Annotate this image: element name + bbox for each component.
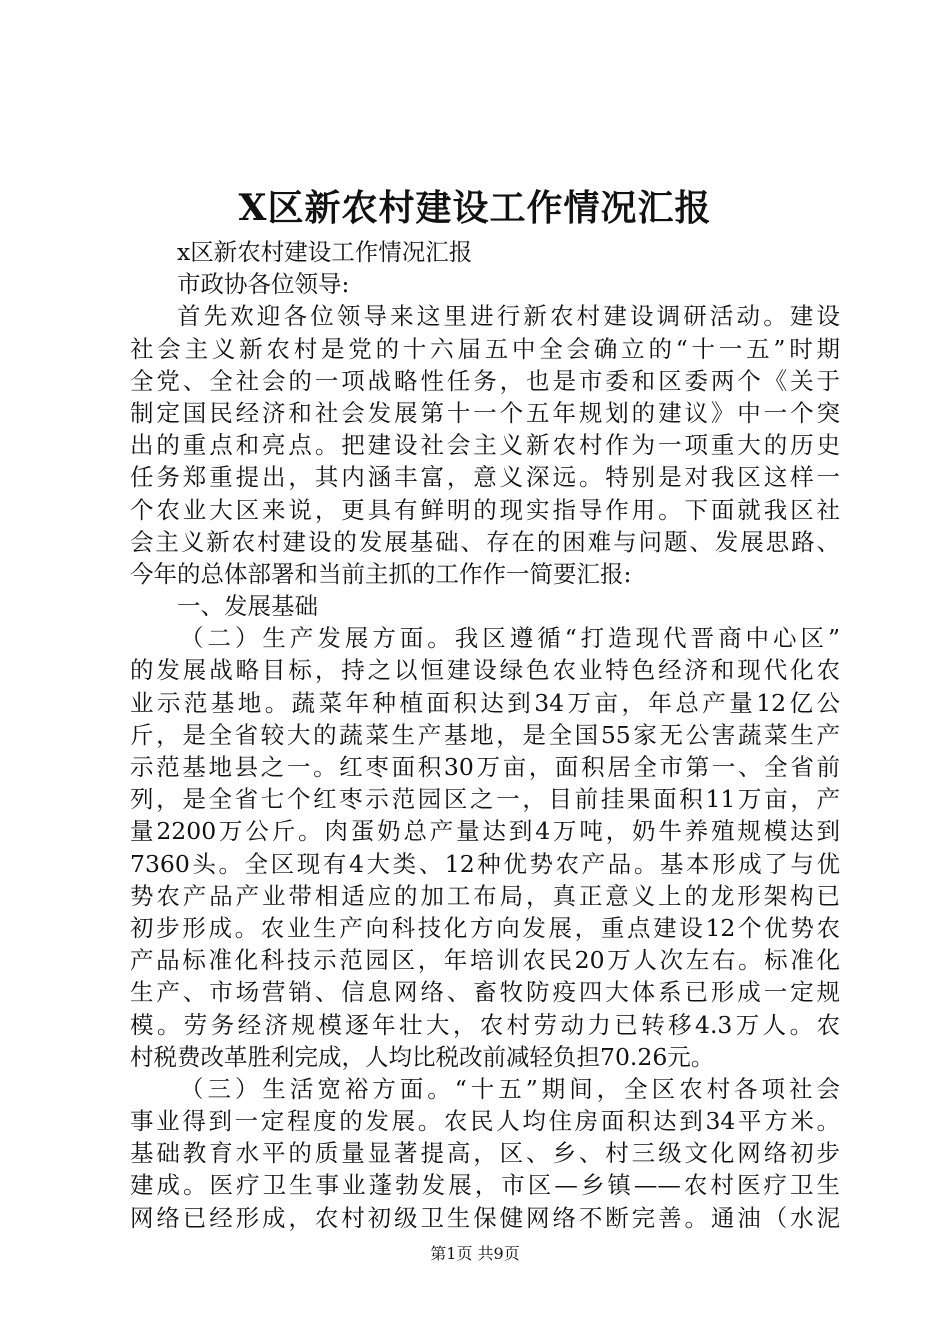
paragraph-line: 网络已经形成，农村初级卫生保健网络不断完善。通油（水泥 — [130, 1203, 840, 1232]
paragraph-line: 个农业大区来说，更具有鲜明的现实指导作用。下面就我区社 — [130, 495, 840, 524]
paragraph-line: 出的重点和亮点。把建设社会主义新农村作为一项重大的历史 — [130, 431, 840, 460]
paragraph-line: 一、发展基础 — [177, 592, 318, 621]
paragraph-line: 的发展战略目标，持之以恒建设绿色农业特色经济和现代化农 — [130, 656, 840, 685]
paragraph-line: （二）生产发展方面。我区遵循“打造现代晋商中心区” — [180, 624, 840, 653]
paragraph-line: 业示范基地。蔬菜年种植面积达到34万亩，年总产量12亿公 — [130, 688, 840, 717]
paragraph-line: 生产、市场营销、信息网络、畜牧防疫四大体系已形成一定规 — [130, 978, 840, 1007]
paragraph-line: 列，是全省七个红枣示范园区之一，目前挂果面积11万亩，产 — [130, 785, 840, 814]
paragraph-line: 首先欢迎各位领导来这里进行新农村建设调研活动。建设 — [177, 302, 840, 331]
paragraph-line: 事业得到一定程度的发展。农民人均住房面积达到34平方米。 — [130, 1107, 840, 1136]
page-number: 第1页 共9页 — [430, 1244, 520, 1263]
paragraph-line: 会主义新农村建设的发展基础、存在的困难与问题、发展思路、 — [130, 527, 840, 556]
paragraph-line: 斤，是全省较大的蔬菜生产基地，是全国55家无公害蔬菜生产 — [130, 720, 840, 749]
paragraph-line: 量2200万公斤。肉蛋奶总产量达到4万吨，奶牛养殖规模达到 — [130, 817, 840, 846]
document-body — [130, 236, 840, 1234]
document-subtitle: x区新农村建设工作情况汇报 — [177, 238, 473, 266]
paragraph-line: （三）生活宽裕方面。“十五”期间，全区农村各项社会 — [180, 1074, 840, 1103]
paragraph-line: 村税费改革胜利完成，人均比税改前减轻负担70.26元。 — [130, 1042, 715, 1071]
paragraph-line: 势农产品产业带相适应的加工布局，真正意义上的龙形架构已 — [130, 881, 840, 910]
paragraph-line: 今年的总体部署和当前主抓的工作作一简要汇报: — [130, 559, 632, 588]
paragraph-line: 任务郑重提出，其内涵丰富，意义深远。特别是对我区这样一 — [130, 463, 840, 492]
paragraph-line: 初步形成。农业生产向科技化方向发展，重点建设12个优势农 — [130, 913, 840, 942]
paragraph-line: 全党、全社会的一项战略性任务，也是市委和区委两个《关于 — [130, 366, 840, 395]
paragraph-line: 基础教育水平的质量显著提高，区、乡、村三级文化网络初步 — [130, 1139, 840, 1168]
document-title: X区新农村建设工作情况汇报 — [238, 187, 712, 229]
body-lines — [130, 300, 840, 1233]
paragraph-line: 产品标准化科技示范园区，年培训农民20万人次左右。标准化 — [130, 946, 840, 975]
paragraph-line: 制定国民经济和社会发展第十一个五年规划的建议》中一个突 — [130, 398, 840, 427]
paragraph-line: 建成。医疗卫生事业蓬勃发展，市区—乡镇——农村医疗卫生 — [130, 1171, 840, 1200]
paragraph-line: 社会主义新农村是党的十六届五中全会确立的“十一五”时期 — [130, 334, 840, 363]
paragraph-line: 7360头。全区现有4大类、12种优势农产品。基本形成了与优 — [130, 849, 840, 878]
salutation: 市政协各位领导: — [177, 270, 350, 299]
paragraph-line: 模。劳务经济规模逐年壮大，农村劳动力已转移4.3万人。农 — [130, 1010, 840, 1039]
paragraph-line: 示范基地县之一。红枣面积30万亩，面积居全市第一、全省前 — [130, 753, 840, 781]
